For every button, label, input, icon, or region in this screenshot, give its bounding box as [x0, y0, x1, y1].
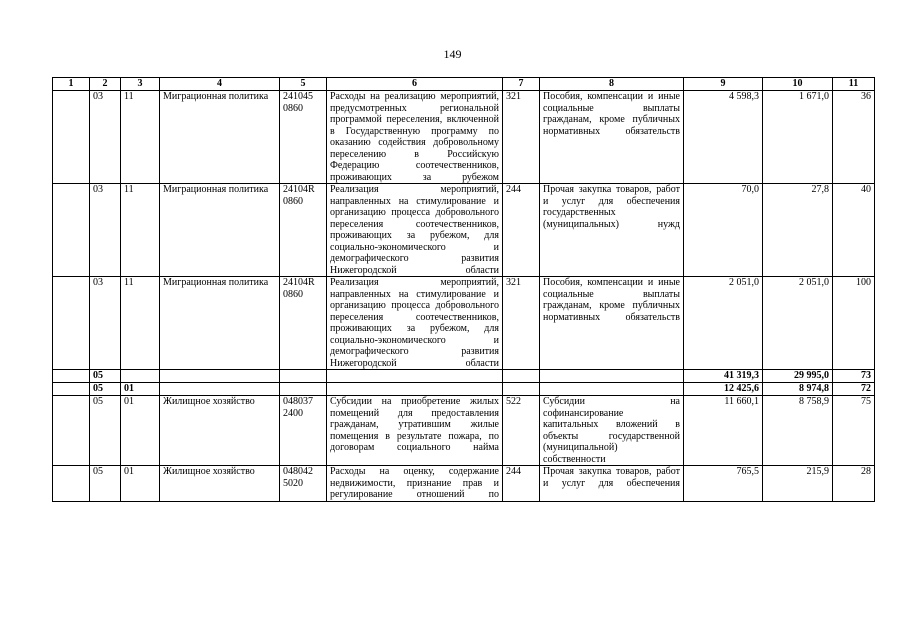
article-name-cell: Реализация мероприятий, направленных на стимулирование и организацию процесса добровольного переселения соотечественников, проживающих за рубежом, для социально-экономического и демографического развития Нижегородской области: [327, 184, 503, 277]
column-header: 3: [121, 78, 160, 91]
article-name-cell: Субсидии на приобретение жилых помещений для предоставления гражданам, утратившим жилые помещения в результате пожара, по договорам социального найма: [327, 396, 503, 466]
target-article-cell: 24104R 0860: [280, 277, 327, 370]
expense-type-code-cell: [503, 370, 540, 383]
percent-cell: 36: [833, 91, 875, 184]
planned-amount-cell: 11 660,1: [684, 396, 763, 466]
percent-cell: 40: [833, 184, 875, 277]
subsection-name-cell: Миграционная политика: [160, 184, 280, 277]
article-name-cell: [327, 370, 503, 383]
column-header: 8: [540, 78, 684, 91]
expense-type-code-cell: 244: [503, 184, 540, 277]
percent-cell: 100: [833, 277, 875, 370]
column-header: 9: [684, 78, 763, 91]
target-article-cell: 048037 2400: [280, 396, 327, 466]
planned-amount-cell: 70,0: [684, 184, 763, 277]
section-cell: [53, 396, 90, 466]
actual-amount-cell: 27,8: [763, 184, 833, 277]
section-cell: [53, 383, 90, 396]
column-header: 11: [833, 78, 875, 91]
expense-type-name-cell: Пособия, компенсации и иные социальные выплаты гражданам, кроме публичных нормативных обязательств: [540, 277, 684, 370]
subsection-code-cell: 01: [121, 383, 160, 396]
subsection-code-cell: 11: [121, 184, 160, 277]
expense-type-name-cell: Пособия, компенсации и иные социальные выплаты гражданам, кроме публичных нормативных обязательств: [540, 91, 684, 184]
chapter-code-cell: 03: [90, 184, 121, 277]
article-name-cell: Расходы на оценку, содержание недвижимости, признание прав и регулирование отношений по: [327, 466, 503, 502]
column-header: 7: [503, 78, 540, 91]
subsection-code-cell: [121, 370, 160, 383]
expense-type-name-cell: Субсидии на софинансирование капитальных вложений в объекты государственной (муниципальной) собственности: [540, 396, 684, 466]
article-name-cell: Реализация мероприятий, направленных на стимулирование и организацию процесса добровольного переселения соотечественников, проживающих за рубежом, для социально-экономического и демографического развития Нижегородской области: [327, 277, 503, 370]
actual-amount-cell: 29 995,0: [763, 370, 833, 383]
expense-type-name-cell: Прочая закупка товаров, работ и услуг для обеспечения: [540, 466, 684, 502]
percent-cell: 75: [833, 396, 875, 466]
expense-type-name-cell: Прочая закупка товаров, работ и услуг для обеспечения государственных (муниципальных) нужд: [540, 184, 684, 277]
percent-cell: 73: [833, 370, 875, 383]
actual-amount-cell: 215,9: [763, 466, 833, 502]
column-header: 5: [280, 78, 327, 91]
subsection-code-cell: 11: [121, 91, 160, 184]
chapter-code-cell: 05: [90, 383, 121, 396]
section-cell: [53, 277, 90, 370]
actual-amount-cell: 1 671,0: [763, 91, 833, 184]
actual-amount-cell: 8 758,9: [763, 396, 833, 466]
column-header: 10: [763, 78, 833, 91]
subsection-code-cell: 01: [121, 396, 160, 466]
subsection-code-cell: 01: [121, 466, 160, 502]
planned-amount-cell: 12 425,6: [684, 383, 763, 396]
subsection-name-cell: [160, 383, 280, 396]
chapter-code-cell: 03: [90, 91, 121, 184]
expense-type-name-cell: [540, 370, 684, 383]
expense-type-code-cell: 244: [503, 466, 540, 502]
subsection-name-cell: Жилищное хозяйство: [160, 466, 280, 502]
percent-cell: 28: [833, 466, 875, 502]
column-header: 1: [53, 78, 90, 91]
expense-type-code-cell: 321: [503, 91, 540, 184]
section-cell: [53, 91, 90, 184]
subsection-name-cell: [160, 370, 280, 383]
header-row: [53, 78, 875, 91]
percent-cell: 72: [833, 383, 875, 396]
subsection-total-row: [53, 383, 875, 396]
target-article-cell: 048042 5020: [280, 466, 327, 502]
table-row: [53, 466, 875, 502]
planned-amount-cell: 765,5: [684, 466, 763, 502]
expense-type-name-cell: [540, 383, 684, 396]
column-header: 6: [327, 78, 503, 91]
target-article-cell: [280, 383, 327, 396]
section-cell: [53, 466, 90, 502]
article-name-cell: [327, 383, 503, 396]
column-header: 4: [160, 78, 280, 91]
planned-amount-cell: 41 319,3: [684, 370, 763, 383]
expense-type-code-cell: [503, 383, 540, 396]
subsection-name-cell: Жилищное хозяйство: [160, 396, 280, 466]
section-cell: [53, 370, 90, 383]
subsection-code-cell: 11: [121, 277, 160, 370]
page-number: 149: [443, 47, 462, 61]
subsection-name-cell: Миграционная политика: [160, 277, 280, 370]
section-total-row: [53, 370, 875, 383]
section-cell: [53, 184, 90, 277]
chapter-code-cell: 05: [90, 466, 121, 502]
table-row: [53, 277, 875, 370]
target-article-cell: 24104R 0860: [280, 184, 327, 277]
chapter-code-cell: 05: [90, 370, 121, 383]
actual-amount-cell: 8 974,8: [763, 383, 833, 396]
table-row: [53, 91, 875, 184]
expense-type-code-cell: 522: [503, 396, 540, 466]
actual-amount-cell: 2 051,0: [763, 277, 833, 370]
subsection-name-cell: Миграционная политика: [160, 91, 280, 184]
expense-type-code-cell: 321: [503, 277, 540, 370]
table-row: [53, 184, 875, 277]
chapter-code-cell: 05: [90, 396, 121, 466]
table-row: [53, 396, 875, 466]
target-article-cell: 241045 0860: [280, 91, 327, 184]
chapter-code-cell: 03: [90, 277, 121, 370]
budget-table: [52, 77, 875, 502]
target-article-cell: [280, 370, 327, 383]
column-header: 2: [90, 78, 121, 91]
article-name-cell: Расходы на реализацию мероприятий, предусмотренных региональной программой переселения, включенной в Государственную программу по оказанию содействия добровольному переселению в Российскую Федерацию соотечественников, проживающих за рубежом: [327, 91, 503, 184]
planned-amount-cell: 2 051,0: [684, 277, 763, 370]
planned-amount-cell: 4 598,3: [684, 91, 763, 184]
